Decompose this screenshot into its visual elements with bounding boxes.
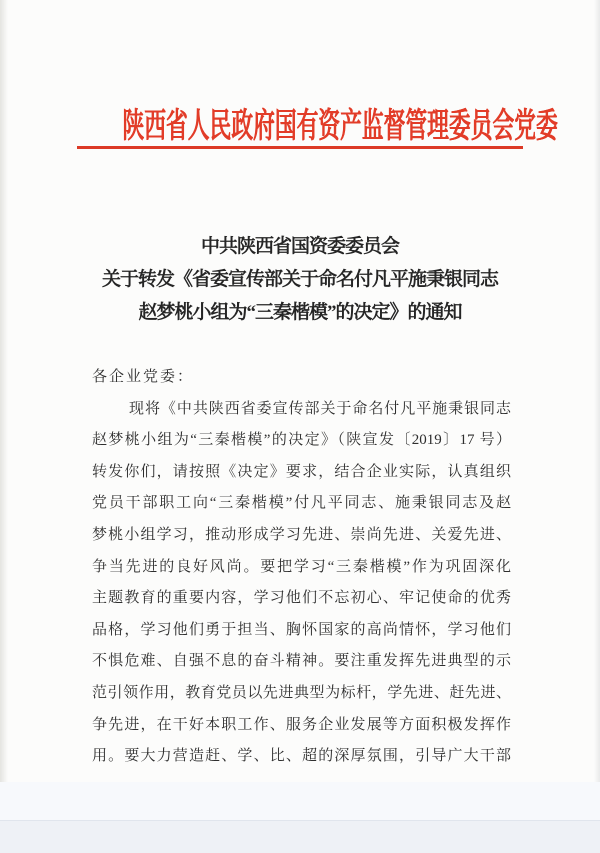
body-line: 争先进，在干好本职工作、服务企业发展等方面积极发挥作 bbox=[92, 716, 511, 733]
document-title bbox=[0, 230, 600, 329]
body-line: 品格，学习他们勇于担当、胸怀国家的高尚情怀，学习他们 bbox=[92, 621, 511, 638]
body-line: 转发你们，请按照《决定》要求，结合企业实际，认真组织 bbox=[92, 463, 511, 480]
body-line: 现将《中共陕西省委宣传部关于命名付凡平施秉银同志 bbox=[129, 400, 511, 417]
body-line: 范引领作用，教育党员以先进典型为标杆，学先进、赶先进、 bbox=[92, 684, 511, 701]
scan-footer-area bbox=[0, 820, 600, 853]
body-paragraph bbox=[92, 362, 511, 773]
body-line: 梦桃小组学习，推动形成学习先进、崇尚先进、关爱先进、 bbox=[92, 526, 511, 543]
body-line: 用。要大力营造赶、学、比、超的深厚氛围，引导广大干部 bbox=[92, 748, 511, 765]
letterhead bbox=[0, 98, 600, 147]
document-title-line-1: 中共陕西省国资委委员会 bbox=[200, 236, 399, 257]
body-line: 主题教育的重要内容，学习他们不忘初心、牢记使命的优秀 bbox=[92, 590, 511, 607]
letterhead-org-name: 陕西省人民政府国有资产监督管理委员会党委 bbox=[122, 108, 558, 145]
body-line: 赵梦桃小组为“三秦楷模”的决定》（陕宣发〔2019〕17 号） bbox=[92, 432, 511, 449]
document-title-line-3: 赵梦桃小组为“三秦楷模”的决定》的通知 bbox=[138, 302, 462, 323]
scan-footer-upper bbox=[0, 782, 600, 820]
document-title-line-2: 关于转发《省委宣传部关于命名付凡平施秉银同志 bbox=[101, 269, 498, 290]
letterhead-underline bbox=[77, 146, 523, 149]
body-line: 不惧危难、自强不息的奋斗精神。要注重发挥先进典型的示 bbox=[92, 653, 511, 670]
body-line: 党员干部职工向“三秦楷模”付凡平同志、施秉银同志及赵 bbox=[92, 495, 511, 512]
salutation: 各企业党委： bbox=[92, 369, 195, 385]
body-line: 争当先进的良好风尚。要把学习“三秦楷模”作为巩固深化 bbox=[92, 558, 511, 575]
